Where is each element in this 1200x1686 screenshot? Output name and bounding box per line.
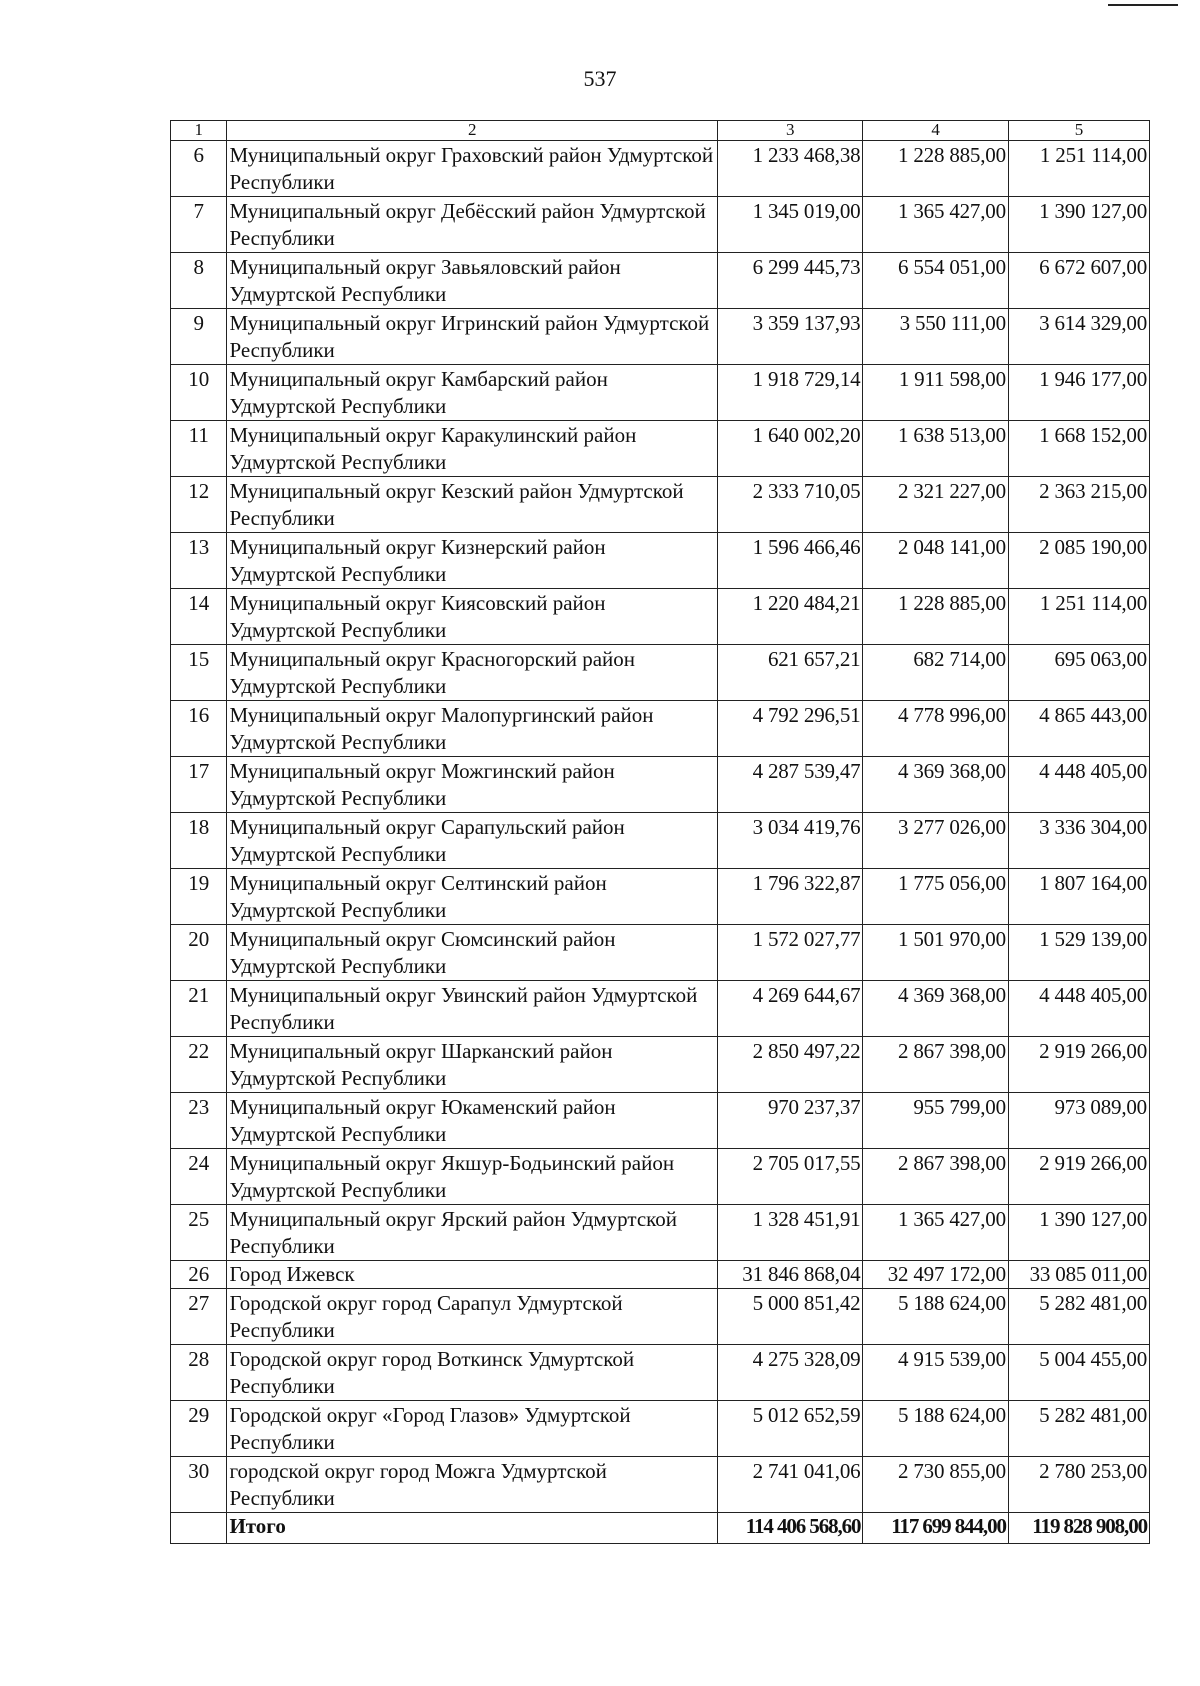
amount-col3: 1 918 729,14	[718, 365, 863, 421]
municipality-name: Муниципальный округ Завьяловский район Удмуртской Республики	[227, 253, 718, 309]
municipality-name: Муниципальный округ Кезский район Удмуртской Республики	[227, 477, 718, 533]
municipality-name: Городской округ «Город Глазов» Удмуртской Республики	[227, 1401, 718, 1457]
table-row	[171, 1401, 1150, 1457]
budget-table	[170, 120, 1150, 1544]
municipality-name: городской округ город Можга Удмуртской Республики	[227, 1457, 718, 1513]
amount-col4: 955 799,00	[863, 1093, 1008, 1149]
page-number: 537	[583, 66, 617, 91]
amount-col4: 4 369 368,00	[863, 757, 1008, 813]
amount-col3: 4 275 328,09	[718, 1345, 863, 1401]
amount-col3: 1 345 019,00	[718, 197, 863, 253]
row-number: 22	[171, 1037, 227, 1093]
table-row	[171, 925, 1150, 981]
amount-col3: 3 359 137,93	[718, 309, 863, 365]
municipality-name: Муниципальный округ Якшур-Бодьинский район Удмуртской Республики	[227, 1149, 718, 1205]
table-row	[171, 253, 1150, 309]
municipality-name: Город Ижевск	[227, 1261, 718, 1289]
amount-col4: 2 321 227,00	[863, 477, 1008, 533]
column-header: 2	[227, 121, 718, 141]
row-number: 6	[171, 141, 227, 197]
amount-col5: 695 063,00	[1008, 645, 1149, 701]
row-number: 24	[171, 1149, 227, 1205]
amount-col5: 4 448 405,00	[1008, 757, 1149, 813]
amount-col5: 5 004 455,00	[1008, 1345, 1149, 1401]
table-row	[171, 1149, 1150, 1205]
municipality-name: Муниципальный округ Каракулинский район Удмуртской Республики	[227, 421, 718, 477]
table-row	[171, 701, 1150, 757]
municipality-name: Муниципальный округ Селтинский район Удмуртской Республики	[227, 869, 718, 925]
amount-col4: 1 638 513,00	[863, 421, 1008, 477]
column-header: 5	[1008, 121, 1149, 141]
amount-col5: 1 529 139,00	[1008, 925, 1149, 981]
amount-col4: 4 778 996,00	[863, 701, 1008, 757]
amount-col3: 3 034 419,76	[718, 813, 863, 869]
amount-col4: 6 554 051,00	[863, 253, 1008, 309]
table-row	[171, 1205, 1150, 1261]
row-number: 19	[171, 869, 227, 925]
amount-col5: 2 919 266,00	[1008, 1037, 1149, 1093]
amount-col4: 4 369 368,00	[863, 981, 1008, 1037]
amount-col4: 5 188 624,00	[863, 1289, 1008, 1345]
municipality-name: Муниципальный округ Увинский район Удмуртской Республики	[227, 981, 718, 1037]
amount-col3: 4 792 296,51	[718, 701, 863, 757]
row-number: 17	[171, 757, 227, 813]
amount-col4: 4 915 539,00	[863, 1345, 1008, 1401]
amount-col5: 33 085 011,00	[1008, 1261, 1149, 1289]
amount-col3: 4 269 644,67	[718, 981, 863, 1037]
amount-col5: 6 672 607,00	[1008, 253, 1149, 309]
row-number: 20	[171, 925, 227, 981]
amount-col4: 5 188 624,00	[863, 1401, 1008, 1457]
row-number: 13	[171, 533, 227, 589]
row-number: 23	[171, 1093, 227, 1149]
municipality-name: Муниципальный округ Можгинский район Удмуртской Республики	[227, 757, 718, 813]
amount-col5: 1 251 114,00	[1008, 141, 1149, 197]
amount-col3: 1 328 451,91	[718, 1205, 863, 1261]
row-number: 25	[171, 1205, 227, 1261]
municipality-name: Муниципальный округ Киясовский район Удмуртской Республики	[227, 589, 718, 645]
municipality-name: Муниципальный округ Ярский район Удмуртской Республики	[227, 1205, 718, 1261]
amount-col3: 621 657,21	[718, 645, 863, 701]
amount-col5: 3 336 304,00	[1008, 813, 1149, 869]
amount-col4: 1 501 970,00	[863, 925, 1008, 981]
municipality-name: Муниципальный округ Камбарский район Удмуртской Республики	[227, 365, 718, 421]
amount-col4: 2 048 141,00	[863, 533, 1008, 589]
amount-col3: 31 846 868,04	[718, 1261, 863, 1289]
corner-mark	[1108, 4, 1178, 6]
municipality-name: Муниципальный округ Красногорский район Удмуртской Республики	[227, 645, 718, 701]
table-row	[171, 869, 1150, 925]
amount-col5: 5 282 481,00	[1008, 1401, 1149, 1457]
municipality-name: Городской округ город Воткинск Удмуртской Республики	[227, 1345, 718, 1401]
amount-col5: 4 865 443,00	[1008, 701, 1149, 757]
amount-col3: 5 012 652,59	[718, 1401, 863, 1457]
amount-col4: 682 714,00	[863, 645, 1008, 701]
total-col3: 114 406 568,60	[718, 1513, 863, 1544]
amount-col5: 973 089,00	[1008, 1093, 1149, 1149]
total-label: Итого	[227, 1513, 718, 1544]
municipality-name: Муниципальный округ Сюмсинский район Удмуртской Республики	[227, 925, 718, 981]
row-number: 9	[171, 309, 227, 365]
amount-col4: 2 867 398,00	[863, 1149, 1008, 1205]
amount-col4: 1 228 885,00	[863, 589, 1008, 645]
total-col5: 119 828 908,00	[1008, 1513, 1149, 1544]
amount-col5: 4 448 405,00	[1008, 981, 1149, 1037]
municipality-name: Муниципальный округ Шарканский район Удмуртской Республики	[227, 1037, 718, 1093]
amount-col3: 1 233 468,38	[718, 141, 863, 197]
amount-col3: 2 741 041,06	[718, 1457, 863, 1513]
table-row	[171, 589, 1150, 645]
table-row	[171, 1261, 1150, 1289]
amount-col5: 1 807 164,00	[1008, 869, 1149, 925]
amount-col4: 2 867 398,00	[863, 1037, 1008, 1093]
row-number: 15	[171, 645, 227, 701]
amount-col5: 2 780 253,00	[1008, 1457, 1149, 1513]
amount-col3: 5 000 851,42	[718, 1289, 863, 1345]
amount-col3: 1 640 002,20	[718, 421, 863, 477]
row-number: 21	[171, 981, 227, 1037]
row-number: 10	[171, 365, 227, 421]
table-row	[171, 645, 1150, 701]
table-row	[171, 981, 1150, 1037]
table-row	[171, 813, 1150, 869]
amount-col5: 1 946 177,00	[1008, 365, 1149, 421]
table-row	[171, 757, 1150, 813]
row-number: 11	[171, 421, 227, 477]
row-number: 8	[171, 253, 227, 309]
municipality-name: Городской округ город Сарапул Удмуртской Республики	[227, 1289, 718, 1345]
row-number: 30	[171, 1457, 227, 1513]
amount-col5: 2 363 215,00	[1008, 477, 1149, 533]
table-row	[171, 477, 1150, 533]
municipality-name: Муниципальный округ Малопургинский район Удмуртской Республики	[227, 701, 718, 757]
municipality-name: Муниципальный округ Юкаменский район Удмуртской Республики	[227, 1093, 718, 1149]
total-col4: 117 699 844,00	[863, 1513, 1008, 1544]
row-number: 18	[171, 813, 227, 869]
amount-col4: 3 277 026,00	[863, 813, 1008, 869]
table-row	[171, 197, 1150, 253]
table-row	[171, 141, 1150, 197]
header-row	[171, 121, 1150, 141]
row-number: 16	[171, 701, 227, 757]
amount-col3: 2 333 710,05	[718, 477, 863, 533]
amount-col4: 1 775 056,00	[863, 869, 1008, 925]
amount-col3: 1 220 484,21	[718, 589, 863, 645]
municipality-name: Муниципальный округ Дебёсский район Удмуртской Республики	[227, 197, 718, 253]
amount-col3: 1 796 322,87	[718, 869, 863, 925]
total-empty-cell	[171, 1513, 227, 1544]
amount-col5: 5 282 481,00	[1008, 1289, 1149, 1345]
amount-col5: 2 085 190,00	[1008, 533, 1149, 589]
amount-col3: 4 287 539,47	[718, 757, 863, 813]
row-number: 27	[171, 1289, 227, 1345]
amount-col5: 1 390 127,00	[1008, 1205, 1149, 1261]
amount-col5: 2 919 266,00	[1008, 1149, 1149, 1205]
row-number: 28	[171, 1345, 227, 1401]
table-row	[171, 309, 1150, 365]
amount-col3: 2 705 017,55	[718, 1149, 863, 1205]
row-number: 14	[171, 589, 227, 645]
amount-col4: 1 911 598,00	[863, 365, 1008, 421]
column-header: 4	[863, 121, 1008, 141]
row-number: 26	[171, 1261, 227, 1289]
column-header: 1	[171, 121, 227, 141]
table-row	[171, 365, 1150, 421]
row-number: 7	[171, 197, 227, 253]
amount-col5: 3 614 329,00	[1008, 309, 1149, 365]
table-row	[171, 1345, 1150, 1401]
amount-col4: 32 497 172,00	[863, 1261, 1008, 1289]
amount-col3: 970 237,37	[718, 1093, 863, 1149]
table-row	[171, 533, 1150, 589]
table-row	[171, 1457, 1150, 1513]
amount-col3: 1 572 027,77	[718, 925, 863, 981]
amount-col3: 2 850 497,22	[718, 1037, 863, 1093]
municipality-name: Муниципальный округ Игринский район Удмуртской Республики	[227, 309, 718, 365]
amount-col5: 1 668 152,00	[1008, 421, 1149, 477]
table-row	[171, 1093, 1150, 1149]
amount-col4: 1 228 885,00	[863, 141, 1008, 197]
municipality-name: Муниципальный округ Сарапульский район Удмуртской Республики	[227, 813, 718, 869]
row-number: 29	[171, 1401, 227, 1457]
amount-col3: 6 299 445,73	[718, 253, 863, 309]
municipality-name: Муниципальный округ Кизнерский район Удмуртской Республики	[227, 533, 718, 589]
amount-col4: 1 365 427,00	[863, 197, 1008, 253]
amount-col4: 2 730 855,00	[863, 1457, 1008, 1513]
row-number: 12	[171, 477, 227, 533]
table-row	[171, 1037, 1150, 1093]
amount-col4: 3 550 111,00	[863, 309, 1008, 365]
amount-col3: 1 596 466,46	[718, 533, 863, 589]
municipality-name: Муниципальный округ Граховский район Удмуртской Республики	[227, 141, 718, 197]
total-row	[171, 1513, 1150, 1544]
amount-col5: 1 390 127,00	[1008, 197, 1149, 253]
table-row	[171, 1289, 1150, 1345]
amount-col4: 1 365 427,00	[863, 1205, 1008, 1261]
amount-col5: 1 251 114,00	[1008, 589, 1149, 645]
column-header: 3	[718, 121, 863, 141]
table-row	[171, 421, 1150, 477]
